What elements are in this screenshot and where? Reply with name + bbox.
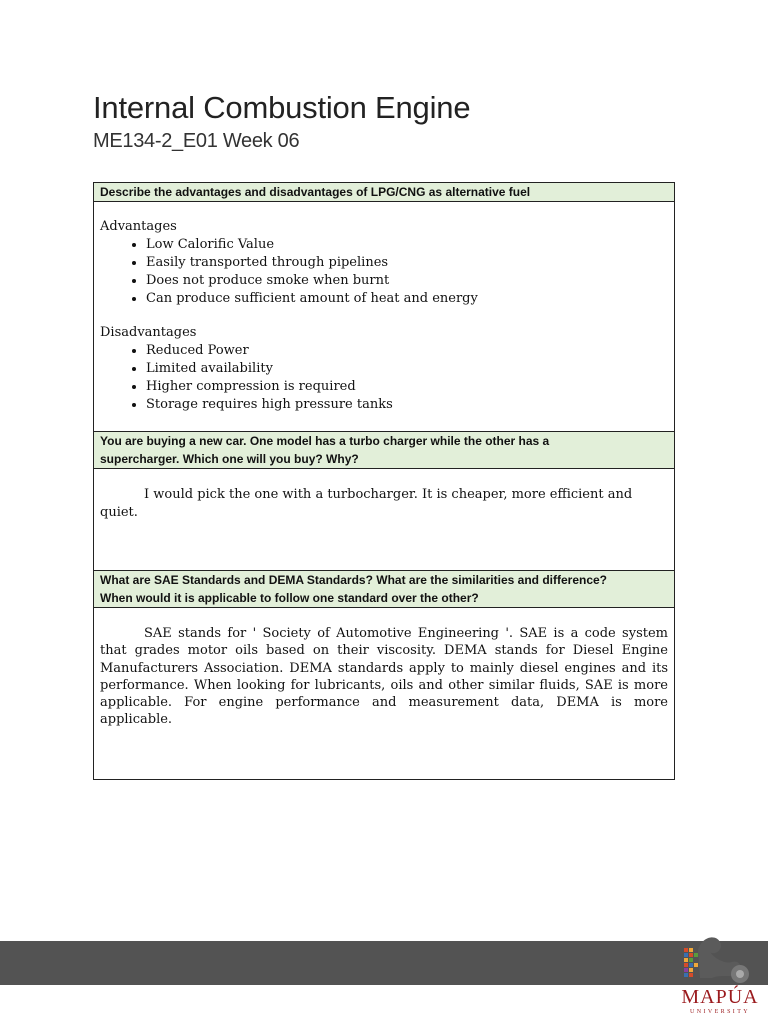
logo-wordmark: MAPÚA	[681, 986, 759, 1008]
footer-band	[0, 941, 768, 985]
question-3-line-1: What are SAE Standards and DEMA Standards? What are the similarities and difference?	[100, 573, 607, 587]
mosaic-figure	[684, 937, 749, 983]
list-item: • Easily transported through pipelines	[146, 254, 668, 272]
list-item: • Does not produce smoke when burnt	[146, 272, 668, 290]
answer-1	[94, 202, 674, 431]
question-1-text: Describe the advantages and disadvantages of LPG/CNG as alternative fuel	[100, 185, 531, 199]
list-item: • Higher compression is required	[146, 378, 668, 396]
question-1	[94, 183, 674, 202]
list-item: • Reduced Power	[146, 342, 668, 360]
list-item: • Can produce sufficient amount of heat and energy	[146, 290, 668, 308]
question-2-line-2: supercharger. Which one will you buy? Why?	[100, 452, 359, 466]
question-3	[94, 570, 674, 608]
answer-2-text: I would pick the one with a turbocharger. It is cheaper, more efficient and quiet.	[100, 487, 633, 520]
question-2-line-1: You are buying a new car. One model has a turbo charger while the other has a	[100, 434, 550, 448]
answer-2	[94, 469, 674, 570]
question-3-line-2: When would it is applicable to follow one standard over the other?	[100, 591, 479, 605]
advantages-label: Advantages	[100, 219, 177, 234]
disadvantages-label: Disadvantages	[100, 325, 197, 340]
document-subtitle: ME134-2_E01 Week 06	[93, 130, 300, 152]
disadvantages-list	[100, 342, 668, 414]
answer-3	[94, 608, 674, 779]
answer-3-text: SAE stands for ' Society of Automotive Engineering '. SAE is a code system that grades motor oils based on their viscosity. DEMA stands for Diesel Engine Manufacturers Association. DEMA standards apply to mainly diesel engines and its performance. When looking for lubricants, oils and other similar fluids, SAE is more applicable. For engine performance and measurement data, DEMA is more applicable.	[100, 626, 668, 728]
document-title: Internal Combustion Engine	[93, 90, 471, 125]
list-item: • Low Calorific Value	[146, 236, 668, 254]
list-item: • Limited availability	[146, 360, 668, 378]
logo-subtitle: UNIVERSITY	[690, 1009, 750, 1015]
qa-table	[93, 182, 675, 780]
advantages-list	[100, 236, 668, 308]
list-item: • Storage requires high pressure tanks	[146, 396, 668, 414]
question-2	[94, 431, 674, 469]
